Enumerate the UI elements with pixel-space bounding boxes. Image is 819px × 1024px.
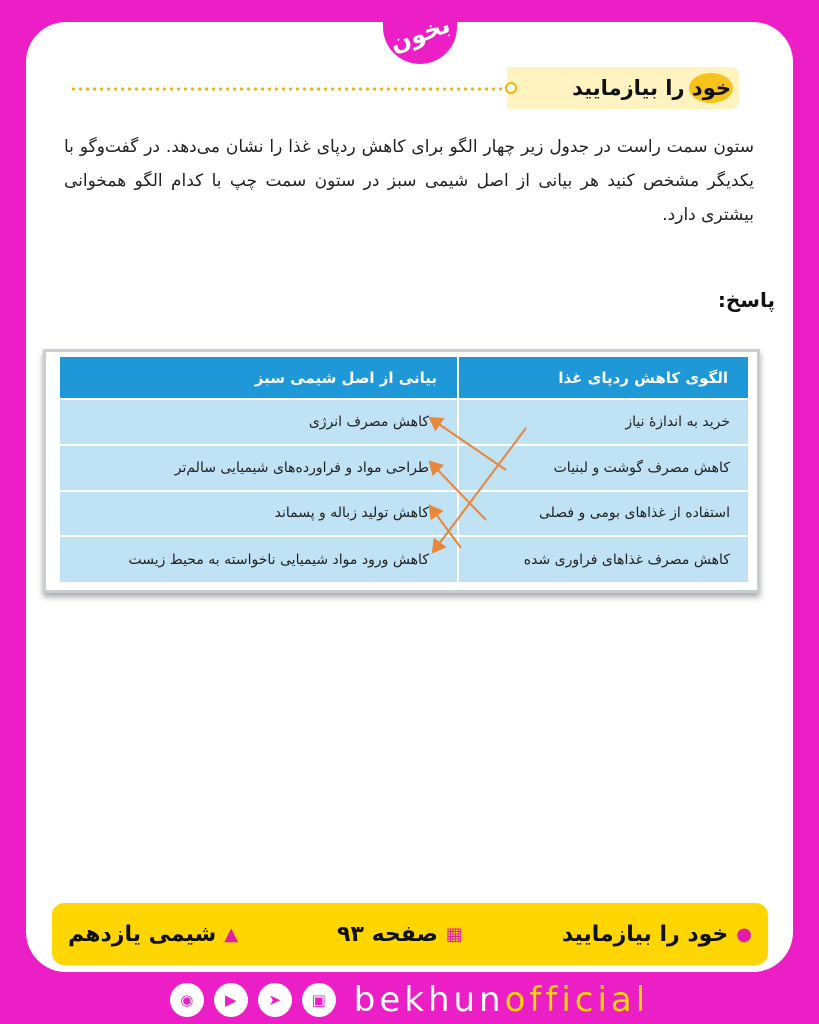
footer xyxy=(0,975,819,1024)
dotted-divider xyxy=(70,87,510,91)
section-title: خود را بیازمایید xyxy=(572,76,731,100)
principle-cell: کاهش ورود مواد شیمیایی ناخواسته به محیط زیست xyxy=(59,536,458,582)
film-icon[interactable]: ◉ xyxy=(170,983,204,1017)
pattern-cell: کاهش مصرف غذاهای فراوری شده xyxy=(458,536,748,582)
table-row xyxy=(59,399,748,445)
principle-cell: طراحی مواد و فراورده‌های شیمیایی سالم‌تر xyxy=(59,445,458,491)
answer-table xyxy=(43,349,760,593)
table-row xyxy=(59,491,748,537)
instagram-icon[interactable]: ▣ xyxy=(302,983,336,1017)
banner-page xyxy=(337,922,463,947)
divider-end-dot xyxy=(505,82,517,94)
table-row xyxy=(59,536,748,582)
answer-label: پاسخ: xyxy=(717,288,775,312)
book-icon: ▦ xyxy=(445,923,463,945)
banner-subject-name: شیمی یازدهم xyxy=(68,921,217,947)
brand-handle[interactable] xyxy=(354,980,649,1020)
header-green-chemistry: بیانی از اصل شیمی سبز xyxy=(59,357,458,399)
question-paragraph: ستون سمت راست در جدول زیر چهار الگو برای کاهش ردپای غذا را نشان می‌دهد. در گفت‌وگو با یکدیگر مشخص کنید هر بیانی از اصل شیمی سبز در ستون سمت چپ با کدام الگو همخوانی بیشتری دارد. xyxy=(64,137,754,225)
banner-section xyxy=(562,922,752,947)
logo-text: بخون xyxy=(386,10,454,58)
banner-exercise: خود را بیازمایید xyxy=(561,921,729,947)
brand-main: bekhun xyxy=(353,979,505,1020)
banner-subject xyxy=(68,922,238,947)
youtube-icon[interactable]: ▶ xyxy=(214,983,248,1017)
pattern-cell: استفاده از غذاهای بومی و فصلی xyxy=(458,491,748,537)
graduation-cap-icon: ▲ xyxy=(224,923,239,945)
pattern-cell: خرید به اندازهٔ نیاز xyxy=(458,399,748,445)
table-row xyxy=(59,445,748,491)
header-patterns: الگوی کاهش ردپای غذا xyxy=(458,357,748,399)
table-header-row xyxy=(59,357,748,399)
brand-highlight: official xyxy=(504,979,650,1020)
section-header-overlay xyxy=(499,67,739,109)
bottom-banner xyxy=(52,903,768,965)
pattern-cell: کاهش مصرف گوشت و لبنیات xyxy=(458,445,748,491)
principle-cell: کاهش تولید زباله و پسماند xyxy=(59,491,458,537)
banner-page-number: صفحه ۹۳ xyxy=(337,921,438,947)
matching-table xyxy=(58,357,748,582)
person-icon: ● xyxy=(736,923,752,945)
telegram-icon[interactable]: ➤ xyxy=(258,983,292,1017)
principle-cell: کاهش مصرف انرژی xyxy=(59,399,458,445)
